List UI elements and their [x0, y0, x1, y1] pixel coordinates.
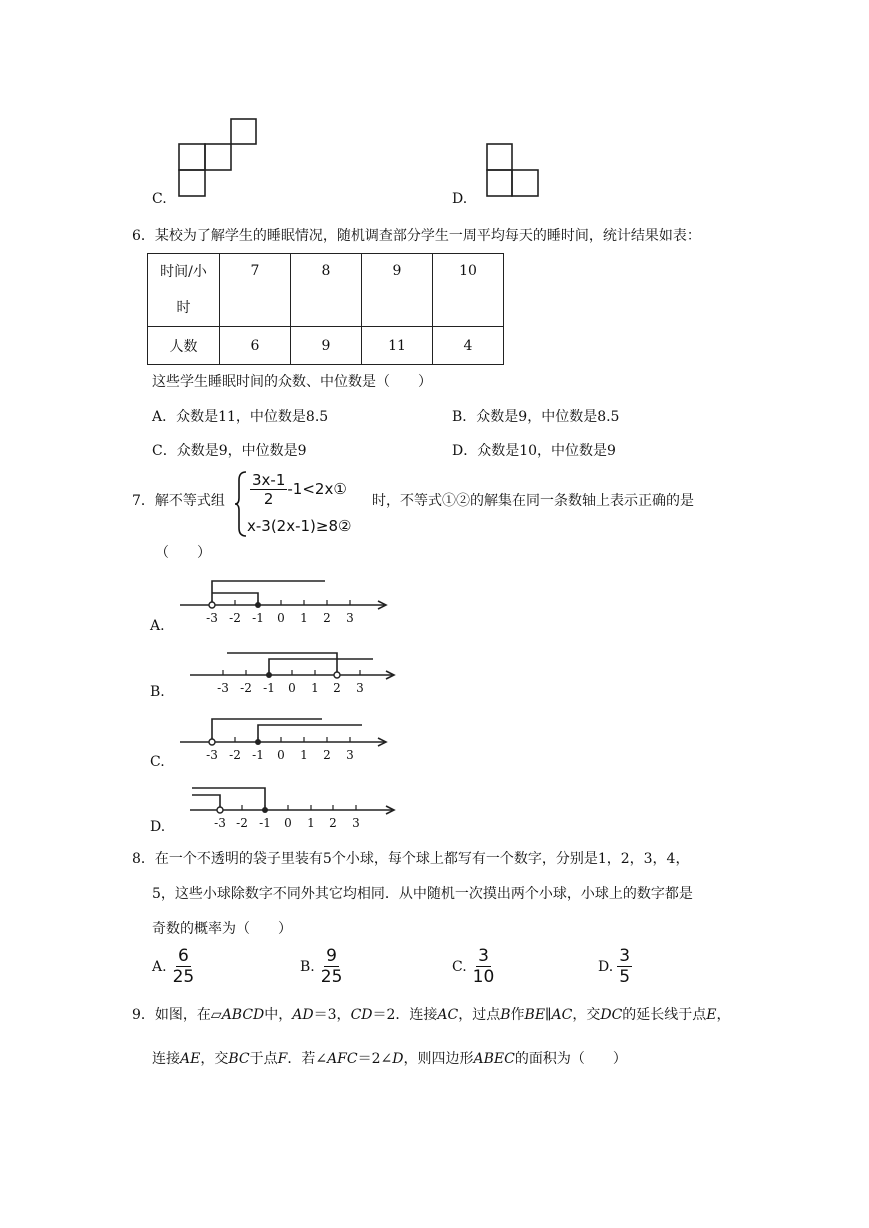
q8-option-d[interactable]: D. $\frac{3}{5}$: [598, 946, 631, 987]
svg-text:-1: -1: [252, 611, 264, 625]
svg-text:3: 3: [356, 681, 364, 695]
svg-text:1: 1: [300, 611, 308, 625]
q7-paren: （ ）: [155, 545, 211, 561]
q8-line-3: 奇数的概率为（ ）: [152, 921, 292, 937]
svg-text:1: 1: [311, 681, 319, 695]
q7-option-a-label[interactable]: A.: [150, 618, 165, 634]
sleep-table: [147, 253, 504, 365]
q7-option-d-label[interactable]: D.: [150, 819, 166, 835]
q6-question: 这些学生睡眠时间的众数、中位数是（ ）: [152, 374, 432, 390]
table-row: [148, 327, 504, 365]
svg-text:3: 3: [346, 611, 354, 625]
q6-option-a[interactable]: A．众数是11，中位数是8.5: [152, 409, 329, 425]
q8-option-b[interactable]: B. $\frac{9}{25}$: [300, 946, 343, 987]
svg-text:0: 0: [277, 611, 285, 625]
table-header-cell: 人数: [148, 327, 220, 365]
q6-option-d[interactable]: D．众数是10，中位数是9: [452, 443, 616, 459]
q7-number-line-c[interactable]: [170, 712, 395, 767]
table-cell: 8: [291, 254, 362, 327]
table-cell: 4: [433, 327, 504, 365]
svg-text:2: 2: [323, 611, 331, 625]
q5-figure-d: [483, 140, 543, 200]
svg-text:0: 0: [284, 816, 292, 830]
svg-text:3: 3: [346, 748, 354, 762]
q7-prefix: 7．解不等式组: [132, 493, 225, 509]
q8-line-1: 8．在一个不透明的袋子里装有5个小球，每个球上都写有一个数字，分别是1，2，3，4，: [132, 851, 690, 867]
q6-stem: 6．某校为了解学生的睡眠情况，随机调查部分学生一周平均每天的睡时间，统计结果如表：: [132, 228, 701, 244]
q7-option-c-label[interactable]: C.: [150, 754, 165, 770]
table-cell: 7: [220, 254, 291, 327]
table-cell: 6: [220, 327, 291, 365]
svg-text:3: 3: [352, 816, 360, 830]
svg-text:1: 1: [307, 816, 315, 830]
q7-number-line-b[interactable]: [185, 645, 400, 700]
q7-option-b-label[interactable]: B.: [150, 684, 165, 700]
q8-option-a[interactable]: A. $\frac{6}{25}$: [152, 946, 195, 987]
table-cell: 9: [362, 254, 433, 327]
svg-text:-1: -1: [263, 681, 275, 695]
q7-inequality-2: x-3(2x-1)≥8②: [247, 517, 352, 535]
q9-line-1: 9．如图，在▱ABCD中，AD＝3，CD＝2．连接AC，过点B作BE∥AC，交DC的延长线于点E，: [132, 1007, 731, 1023]
q5-option-c-label[interactable]: C.: [152, 191, 167, 207]
svg-text:-3: -3: [206, 611, 218, 625]
svg-text:2: 2: [333, 681, 341, 695]
svg-text:0: 0: [277, 748, 285, 762]
svg-text:-3: -3: [214, 816, 226, 830]
svg-text:0: 0: [288, 681, 296, 695]
svg-text:2: 2: [329, 816, 337, 830]
svg-text:-3: -3: [217, 681, 229, 695]
table-cell: 11: [362, 327, 433, 365]
table-row: [148, 254, 504, 327]
q6-option-c[interactable]: C．众数是9，中位数是9: [152, 443, 307, 459]
svg-text:-2: -2: [229, 748, 241, 762]
q7-number-line-d[interactable]: [185, 780, 400, 835]
q8-line-2: 5，这些小球除数字不同外其它均相同．从中随机一次摸出两个小球，小球上的数字都是: [152, 886, 693, 902]
svg-text:2: 2: [323, 748, 331, 762]
table-cell: 9: [291, 327, 362, 365]
q5-option-d-label[interactable]: D.: [452, 191, 468, 207]
q7-inequality-1: $\frac{3x-1}{2}$ -1<2x①: [252, 471, 347, 508]
q5-figure-c: [175, 115, 265, 200]
svg-text:-1: -1: [252, 748, 264, 762]
q8-option-c[interactable]: C. $\frac{3}{10}$: [452, 946, 495, 987]
q6-option-b[interactable]: B．众数是9，中位数是8.5: [452, 409, 620, 425]
table-header-cell: 时间/小 时: [148, 254, 220, 327]
table-cell: 10: [433, 254, 504, 327]
svg-text:1: 1: [300, 748, 308, 762]
svg-text:-2: -2: [240, 681, 252, 695]
q9-line-2: 连接AE，交BC于点F．若∠AFC＝2∠D，则四边形ABEC的面积为（ ）: [152, 1051, 627, 1067]
svg-text:-2: -2: [229, 611, 241, 625]
svg-text:-1: -1: [259, 816, 271, 830]
brace-icon: [234, 470, 248, 538]
q7-number-line-a[interactable]: [170, 575, 395, 630]
q7-suffix: 时，不等式①②的解集在同一条数轴上表示正确的是: [372, 493, 694, 509]
svg-text:-2: -2: [236, 816, 248, 830]
svg-text:-3: -3: [206, 748, 218, 762]
